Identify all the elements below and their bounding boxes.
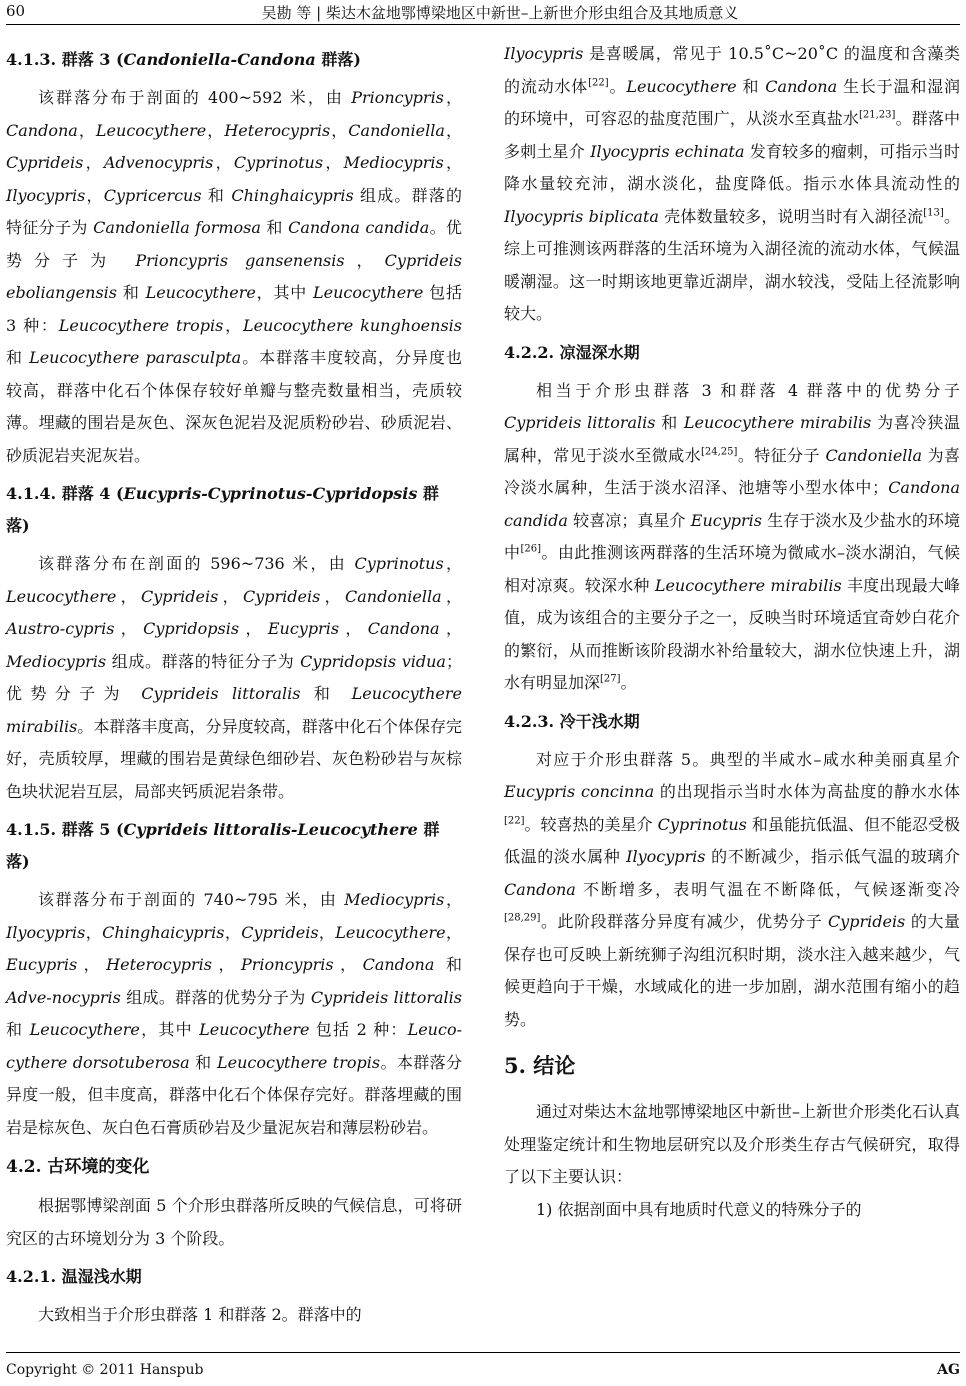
heading-4-1-5: 4.1.5. 群落 5 (Cyprideis littoralis-Leucocythere 群落) [6, 820, 440, 871]
page-header [0, 0, 966, 24]
heading-4-2-2: 4.2.2. 凉湿深水期 [504, 342, 640, 362]
heading-4-2-1: 4.2.1. 温湿浅水期 [6, 1267, 142, 1286]
paragraph-cool-humid: 相当于介形虫群落 3 和群落 4 群落中的优势分子 Cyprideis littoralis 和 Leucocythere mirabilis 为喜冷狭温属种，常见于淡水至微咸水[24,25]。特征分子 Candoniella 为喜冷淡水属种，生活于淡水沼泽、池塘等小型水体中；Candona candida 较喜凉；真星介 Eucypris 生存于淡水及少盐水的环境中[26]。由此推测该两群落的生活环境为微咸水–淡水湖泊，气候相对凉爽。较深水种 Leucocythere mirabilis 丰度出现最大峰值，成为该组合的主要分子之一，反映当时环境适宜奇妙白花介的繁衍，从而推断该阶段湖水补给量较大，湖水位快速上升，湖水有明显加深[27]。 [504, 380, 960, 692]
paragraph-conclusion-intro: 通过对柴达木盆地鄂博梁地区中新世–上新世介形类化石认真处理鉴定统计和生物地层研究以及介形类生存古气候研究，取得了以下主要认识： [504, 1102, 961, 1186]
paragraph-warm-humid-start: 大致相当于介形虫群落 1 和群落 2。群落中的 [38, 1305, 362, 1324]
heading-4-1-4: 4.1.4. 群落 4 (Eucypris-Cyprinotus-Cypridopsis 群落) [6, 484, 439, 535]
right-column [504, 38, 960, 1226]
heading-5-conclusion: 5. 结论 [504, 1053, 576, 1078]
heading-4-1-3: 4.1.3. 群落 3 (Candoniella-Candona 群落) [6, 50, 361, 69]
running-head: 吴勘 等 | 柴达木盆地鄂博梁地区中新世–上新世介形虫组合及其地质意义 [261, 4, 739, 22]
paragraph-paleoenvironment-intro: 根据鄂博梁剖面 5 个介形虫群落所反映的气候信息，可将研究区的古环境划分为 3 个阶段。 [6, 1196, 462, 1248]
copyright-text: Copyright © 2011 Hanspub [6, 1362, 204, 1378]
heading-4-2-3: 4.2.3. 冷干浅水期 [504, 711, 640, 731]
heading-4-2: 4.2. 古环境的变化 [6, 1157, 150, 1177]
footer-rule [6, 1352, 960, 1353]
paragraph-community-5: 该群落分布于剖面的 740~795 米，由 Mediocypris，Ilyocypris，Chinghaicypris，Cyprideis，Leucocythere，Eucypris，Heterocypris，Prioncypris，Candona 和 Adve-nocypris 组成。群落的优势分子为 Cyprideis littoralis 和 Leucocythere，其中 Leucocythere 包括 2 种：Leuco-cythere dorsotuberosa 和 Leucocythere tropis。本群落分异度一般，但丰度高，群落中化石个体保存完好。群落埋藏的围岩是棕灰色、灰白色石膏质砂岩及少量泥灰岩和薄层粉砂岩。 [6, 890, 462, 1137]
left-column [6, 38, 462, 1332]
paragraph-warm-humid-cont: Ilyocypris 是喜暖属，常见于 10.5˚C~20˚C 的温度和含藻类的流动水体[22]。Leucocythere 和 Candona 生长于温和湿润的环境中，可容忍的盐度范围广，从淡水至真盐水[21,23]。群落中多刺土星介 Ilyocypris echinata 发育较多的瘤刺，可指示当时降水量较充沛，湖水淡化，盐度降低。指示水体具流动性的 Ilyocypris biplicata 壳体数量较多，说明当时有入湖径流[13]。综上可推测该两群落的生活环境为入湖径流的流动水体，气候温暖潮湿。这一时期该地更靠近湖岸，湖水较浅，受陆上径流影响较大。 [504, 44, 960, 323]
paragraph-conclusion-item-1: 1) 依据剖面中具有地质时代意义的特殊分子的 [536, 1199, 862, 1219]
paragraph-community-3: 该群落分布于剖面的 400~592 米，由 Prioncypris，Candona，Leucocythere，Heterocypris，Candoniella，Cyprideis，Advenocypris，Cyprinotus，Mediocypris，Ilyocypris，Cypricercus 和 Chinghaicypris 组成。群落的特征分子为 Candoniella formosa 和 Candona candida。优势分子为 Prioncypris gansenensis，Cyprideis eboliangensis 和 Leucocythere，其中 Leucocythere 包括 3 种：Leucocythere tropis，Leucocythere kunghoensis 和 Leucocythere parasculpta。本群落丰度较高，分异度也较高，群落中化石个体保存较好单瓣与整壳数量相当，壳质较薄。埋藏的围岩是灰色、深灰色泥岩及泥质粉砂岩、砂质泥岩、砂质泥岩夹泥灰岩。 [6, 88, 462, 465]
paragraph-cold-dry: 对应于介形虫群落 5。典型的半咸水–咸水种美丽真星介 Eucypris concinna 的出现指示当时水体为高盐度的静水水体[22]。较喜热的美星介 Cyprinotus 和虽能抗低温、但不能忍受极低温的淡水属种 Ilyocypris 的不断减少，指示低气温的玻璃介 Candona 不断增多，表明气温在不断降低，气候逐渐变冷[28,29]。此阶段群落分异度有减少，优势分子 Cyprideis 的大量保存也可反映上新统狮子沟组沉积时期，淡水注入越来越少，气候更趋向于干燥，水域咸化的进一步加剧，湖水范围有缩小的趋势。 [504, 749, 960, 1029]
page-footer [6, 1358, 960, 1382]
page-number: 60 [6, 2, 26, 20]
header-rule [6, 24, 960, 25]
journal-abbrev: AG [937, 1362, 960, 1378]
paragraph-community-4: 该群落分布在剖面的 596~736 米，由 Cyprinotus，Leucocythere，Cyprideis，Cyprideis，Candoniella，Austro-cypris，Cypridopsis，Eucypris，Candona，Mediocypris 组成。群落的特征分子为 Cypridopsis vidua；优势分子为 Cyprideis littoralis 和 Leucocythere mirabilis。本群落丰度高，分异度较高，群落中化石个体保存完好，壳质较厚，埋藏的围岩是黄绿色细砂岩、灰色粉砂岩与灰棕色块状泥岩互层，局部夹钙质泥岩条带。 [6, 554, 462, 801]
